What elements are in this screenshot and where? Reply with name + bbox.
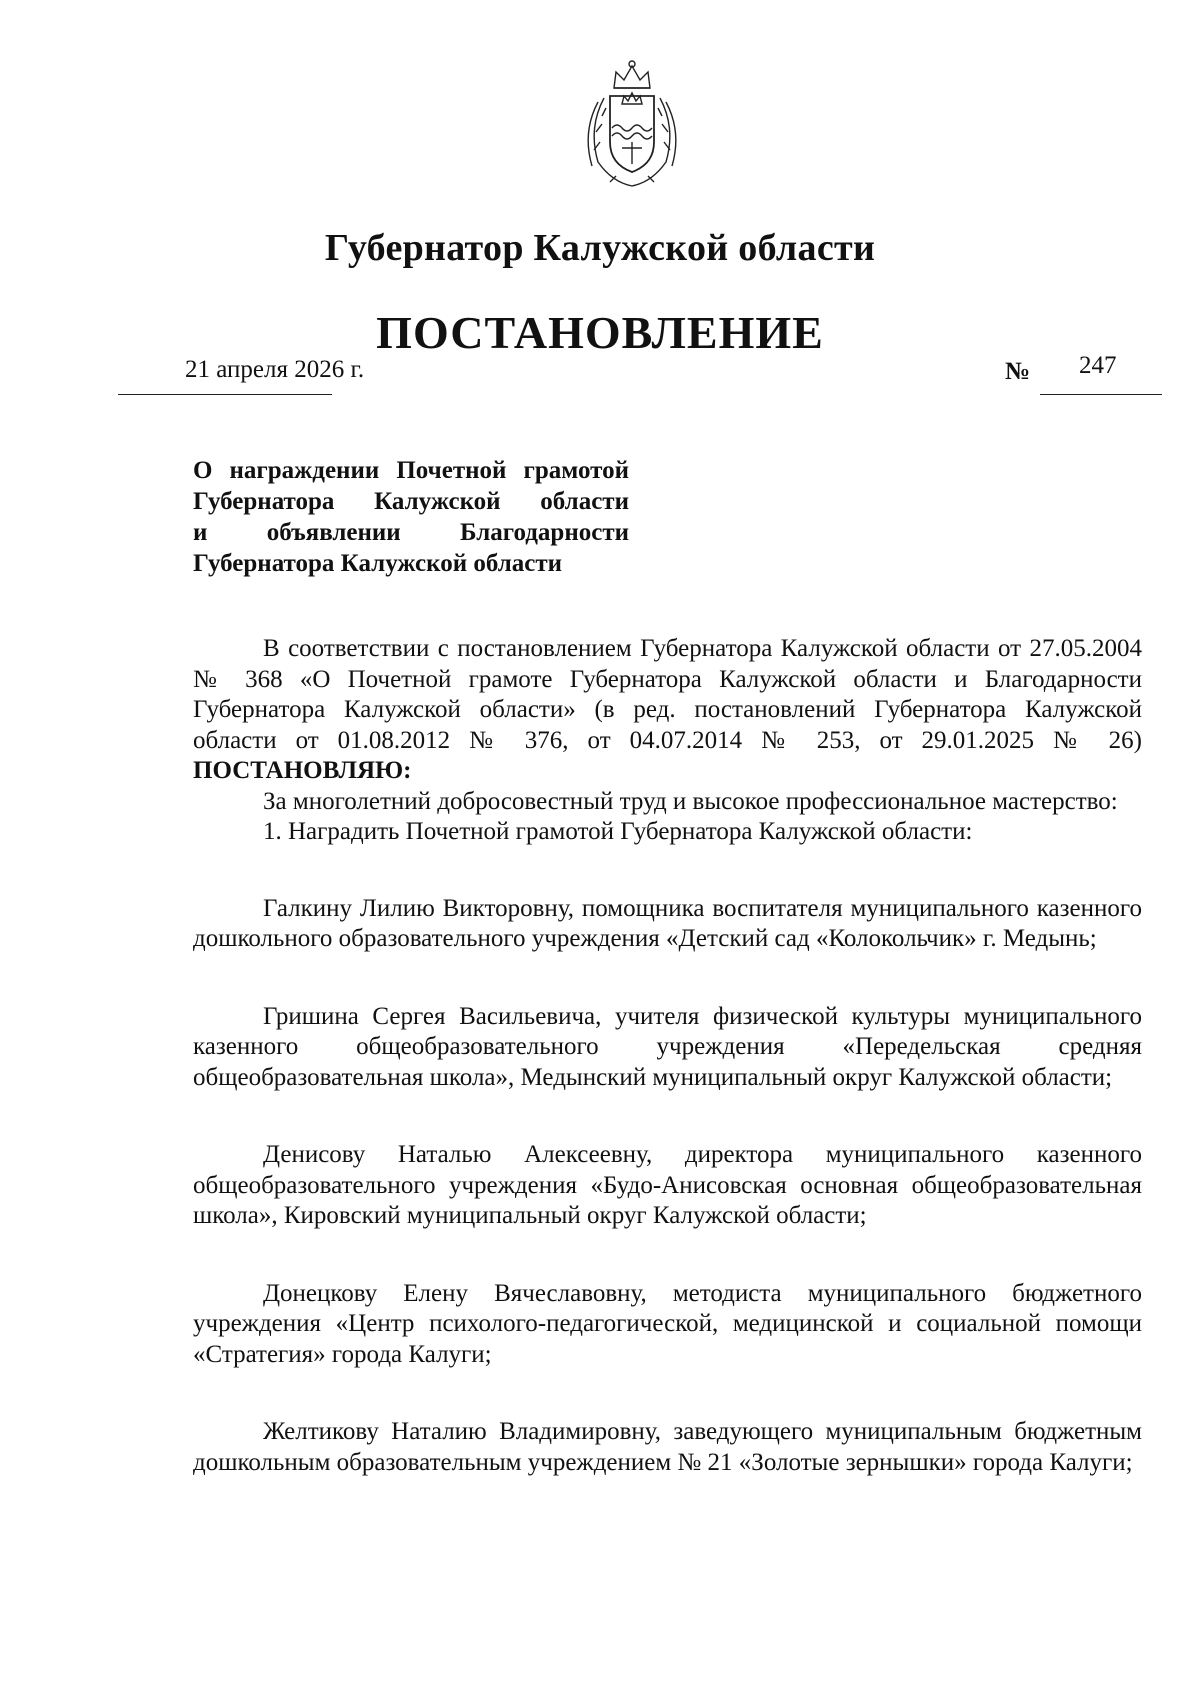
document-type-title: ПОСТАНОВЛЕНИЕ	[376, 307, 824, 358]
subject-line: О награждении Почетной грамотой	[193, 457, 629, 484]
subject-line: Губернатора Калужской области	[193, 550, 563, 577]
awardee-paragraph: Гришина Сергея Васильевича, учителя физической культуры муниципального казенного общеобразовательного учреждения «Передельская средняя общеобразовательная школа», Медынский муниципальный округ Калужской области;	[193, 1002, 1142, 1091]
item-1-paragraph: 1. Наградить Почетной грамотой Губернатора Калужской области:	[263, 818, 973, 845]
spacer	[193, 848, 1142, 894]
document-subject	[193, 455, 629, 579]
kaluga-oblast-coat-of-arms-icon	[576, 58, 688, 190]
resolve-keyword: ПОСТАНОВЛЯЮ:	[193, 757, 412, 784]
awardee-paragraph: Галкину Лилию Викторовну, помощника воспитателя муниципального казенного дошкольного образовательного учреждения «Детский сад «Колокольчик» г. Медынь;	[193, 894, 1142, 952]
coat-of-arms-emblem	[576, 58, 688, 190]
issuing-authority: Губернатор Калужской области	[324, 227, 876, 269]
document-number: 247	[1079, 352, 1117, 379]
reason-paragraph: За многолетний добросовестный труд и высокое профессиональное мастерство:	[263, 787, 1118, 815]
awardee-paragraph: Желтикову Наталию Владимировну, заведующего муниципальным бюджетным дошкольным образовательным учреждением № 21 «Золотые зернышки» города Калуги;	[193, 1418, 1142, 1476]
document-body	[193, 634, 1142, 1525]
awardee-paragraph: Денисову Наталью Алексеевну, директора муниципального казенного общеобразовательного учреждения «Будо-Анисовская основная общеобразовательная школа», Кировский муниципальный округ Калужской области;	[193, 1141, 1142, 1229]
document-date: 21 апреля 2026 г.	[185, 356, 365, 383]
subject-line: и объявлении Благодарности	[193, 519, 629, 546]
awardee-paragraph: Донецкову Елену Вячеславовну, методиста муниципального бюджетного учреждения «Центр психолого-педагогической, медицинской и социальной помощи «Стратегия» города Калуги;	[193, 1279, 1142, 1368]
subject-line: Губернатора Калужской области	[193, 488, 629, 515]
number-label: №	[1005, 358, 1031, 385]
preamble-text: В соответствии с постановлением Губернатора Калужской области от 27.05.2004 № 368 «О Почетной грамоте Губернатора Калужской области и Благодарности Губернатора Калужской области» (в ред. постановлений Губернатора Калужской области от 01.08.2012 № 376, от 04.07.2014 № 253, от 29.01.2025 № 26)	[193, 635, 1142, 754]
preamble-paragraph	[193, 634, 1142, 787]
